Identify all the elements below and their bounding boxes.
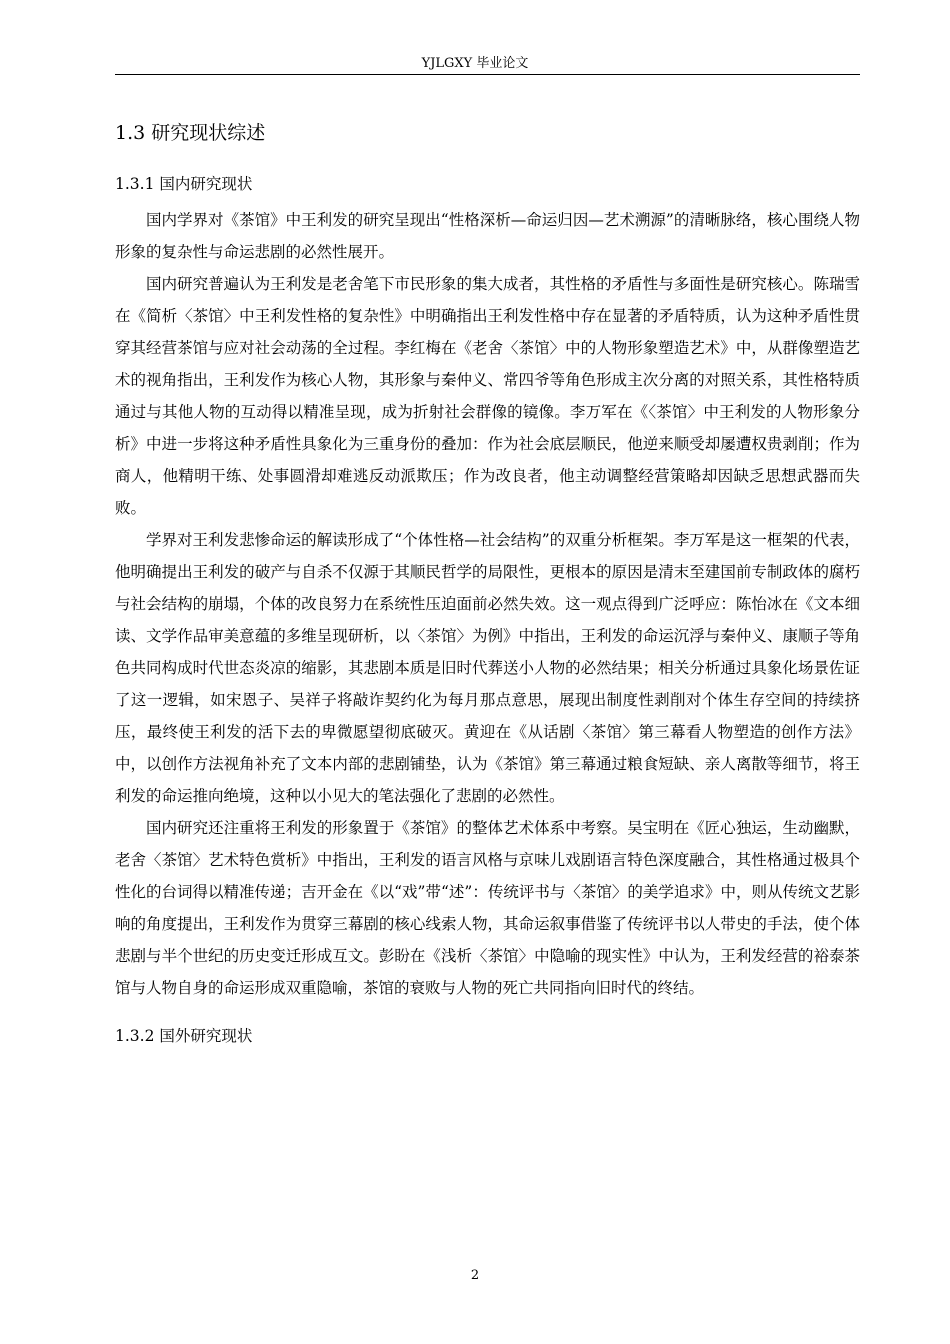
subsection-heading-domestic: 1.3.1 国内研究现状 [115,175,253,193]
paragraph-4: 国内研究还注重将王利发的形象置于《茶馆》的整体艺术体系中考察。吴宝明在《匠心独运，生动幽默，老舍〈茶馆〉艺术特色赏析》中指出，王利发的语言风格与京味儿戏剧语言特色深度融合，其性格通过极具个性化的台词得以精准传递；吉开金在《以“戏”带“述”：传统评书与〈茶馆〉的美学追求》中，则从传统文艺影响的角度提出，王利发作为贯穿三幕剧的核心线索人物，其命运叙事借鉴了传统评书以人带史的手法，使个体悲剧与半个世纪的历史变迁形成互文。彭盼在《浅析〈茶馆〉中隐喻的现实性》中认为，王利发经营的裕泰茶馆与人物自身的命运形成双重隐喻，茶馆的衰败与人物的死亡共同指向旧时代的终结。 [115,819,860,997]
section-heading-wrap [115,118,860,162]
subsection-heading-foreign: 1.3.2 国外研究现状 [115,1027,253,1045]
page-number: 2 [470,1268,480,1283]
section-heading: 1.3 研究现状综述 [115,122,266,144]
page-body [115,118,860,1048]
header-rule [115,74,860,75]
paragraph-1: 国内学界对《茶馆》中王利发的研究呈现出“性格深析—命运归因—艺术溯源”的清晰脉络，核心围绕人物形象的复杂性与命运悲剧的必然性展开。 [115,211,860,261]
paragraph-2: 国内研究普遍认为王利发是老舍笔下市民形象的集大成者，其性格的矛盾性与多面性是研究核心。陈瑞雪在《简析〈茶馆〉中王利发性格的复杂性》中明确指出王利发性格中存在显著的矛盾特质，认为这种矛盾性贯穿其经营茶馆与应对社会动荡的全过程。李红梅在《老舍〈茶馆〉中的人物形象塑造艺术》中，从群像塑造艺术的视角指出，王利发作为核心人物，其形象与秦仲义、常四爷等角色形成主次分离的对照关系，其性格特质通过与其他人物的互动得以精准呈现，成为折射社会群像的镜像。李万军在《〈茶馆〉中王利发的人物形象分析》中进一步将这种矛盾性具象化为三重身份的叠加：作为社会底层顺民，他逆来顺受却屡遭权贵剥削；作为商人，他精明干练、处事圆滑却难逃反动派欺压；作为改良者，他主动调整经营策略却因缺乏思想武器而失败。 [115,275,860,517]
running-header: YJLGXY 毕业论文 [421,56,529,71]
paragraph-3: 学界对王利发悲惨命运的解读形成了“个体性格—社会结构”的双重分析框架。李万军是这一框架的代表，他明确提出王利发的破产与自杀不仅源于其顺民哲学的局限性，更根本的原因是清末至建国前专制政体的腐朽与社会结构的崩塌，个体的改良努力在系统性压迫面前必然失效。这一观点得到广泛呼应：陈怡冰在《文本细读、文学作品审美意蕴的多维呈现研析，以〈茶馆〉为例》中指出，王利发的命运沉浮与秦仲义、康顺子等角色共同构成时代世态炎凉的缩影，其悲剧本质是旧时代葬送小人物的必然结果；相关分析通过具象化场景佐证了这一逻辑，如宋恩子、吴祥子将敲诈契约化为每月那点意思，展现出制度性剥削对个体生存空间的持续挤压，最终使王利发的活下去的卑微愿望彻底破灭。黄迎在《从话剧〈茶馆〉第三幕看人物塑造的创作方法》中，以创作方法视角补充了文本内部的悲剧铺垫，认为《茶馆》第三幕通过粮食短缺、亲人离散等细节，将王利发的命运推向绝境，这种以小见大的笔法强化了悲剧的必然性。 [115,531,860,805]
